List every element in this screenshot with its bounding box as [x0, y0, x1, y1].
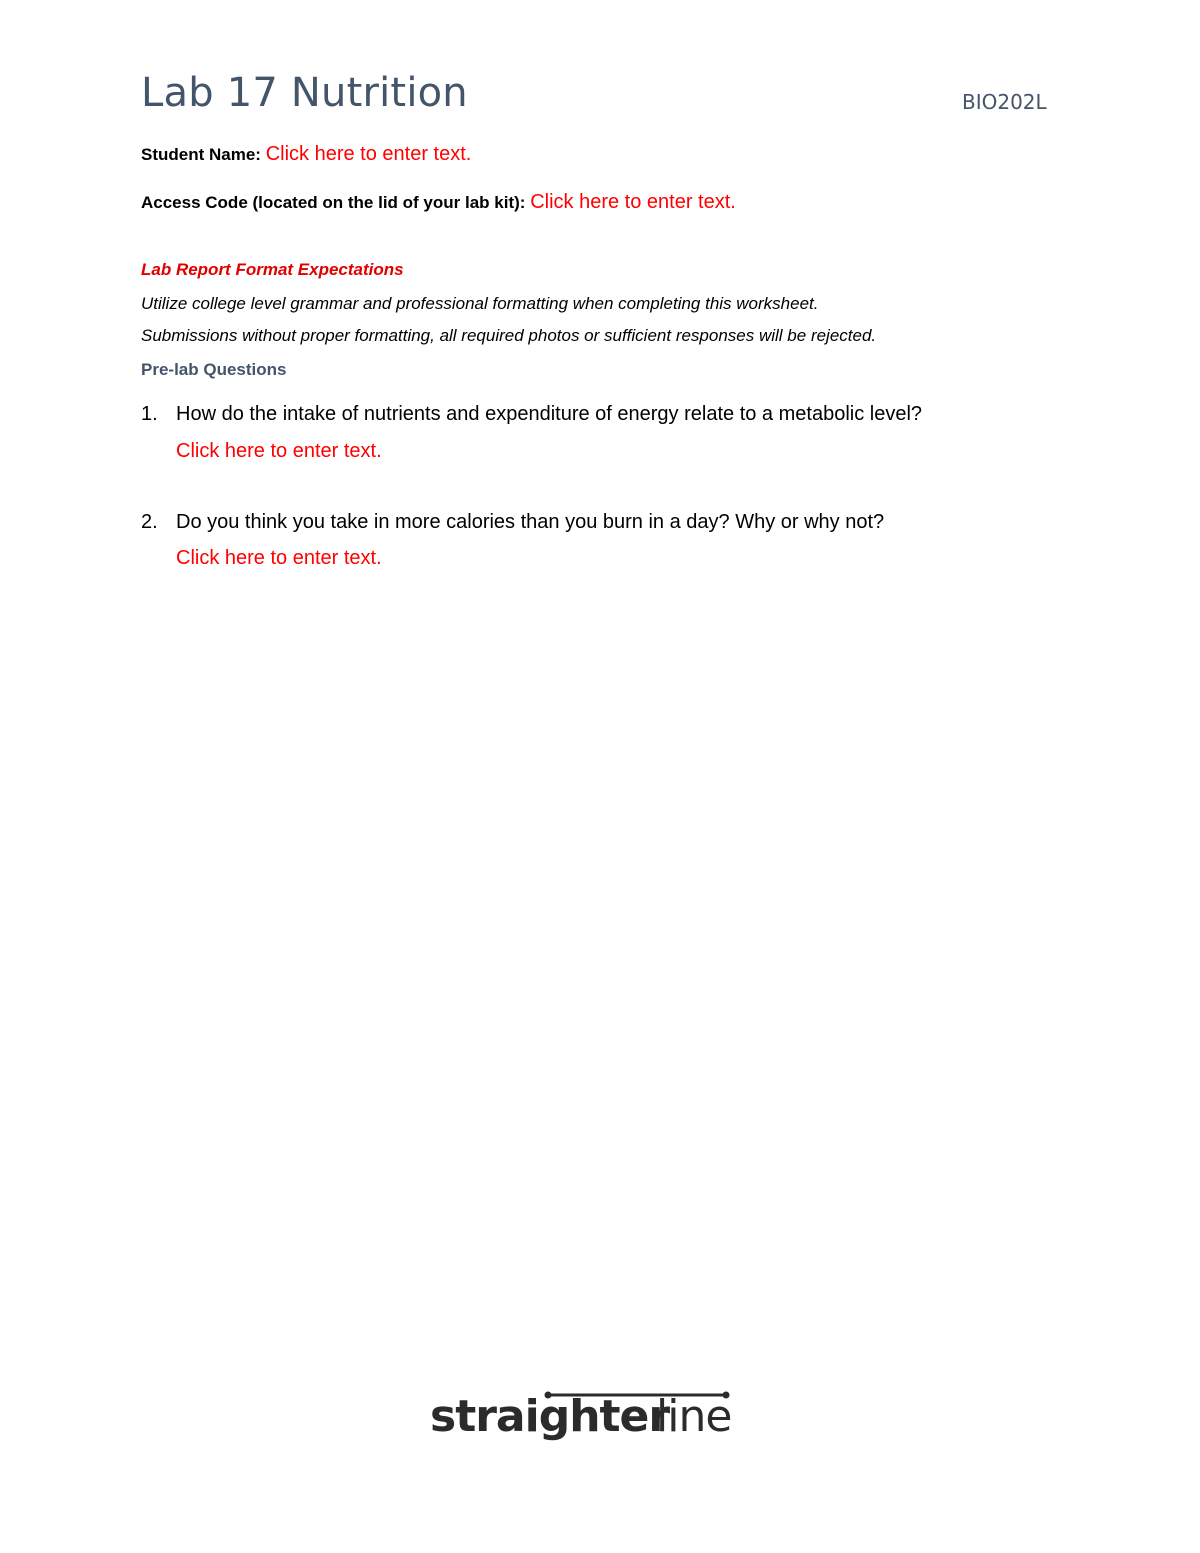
- logo-wordmark-bold: straighter: [430, 1391, 670, 1442]
- access-code-row: [141, 191, 736, 214]
- student-name-field[interactable]: Click here to enter text.: [265, 143, 472, 165]
- prelab-heading: Pre-lab Questions: [141, 360, 287, 379]
- access-code-label: Access Code (located on the lid of your lab kit):: [141, 193, 526, 212]
- question-text: Do you think you take in more calories than you burn in a day? Why or why not?: [176, 511, 885, 533]
- answer-2-field[interactable]: Click here to enter text.: [176, 547, 382, 569]
- format-expectations-heading: Lab Report Format Expectations: [141, 260, 404, 279]
- straighterline-logo: [430, 1385, 760, 1455]
- format-expectations-line-2: Submissions without proper formatting, all required photos or sufficient responses will be rejected.: [141, 326, 877, 345]
- student-name-label: Student Name:: [141, 145, 261, 164]
- question-number: 1.: [141, 403, 158, 425]
- page-title: Lab 17 Nutrition: [141, 70, 468, 116]
- access-code-field[interactable]: Click here to enter text.: [530, 191, 736, 213]
- logo-wordmark-light: line: [656, 1391, 732, 1442]
- answer-1-field[interactable]: Click here to enter text.: [176, 440, 382, 462]
- question-text: How do the intake of nutrients and expenditure of energy relate to a metabolic level?: [176, 403, 923, 425]
- question-1: [141, 403, 922, 426]
- course-code: BIO202L: [962, 90, 1047, 114]
- format-expectations-line-1: Utilize college level grammar and professional formatting when completing this worksheet.: [141, 294, 819, 313]
- student-name-row: [141, 143, 471, 166]
- question-2: [141, 511, 884, 534]
- question-number: 2.: [141, 511, 158, 533]
